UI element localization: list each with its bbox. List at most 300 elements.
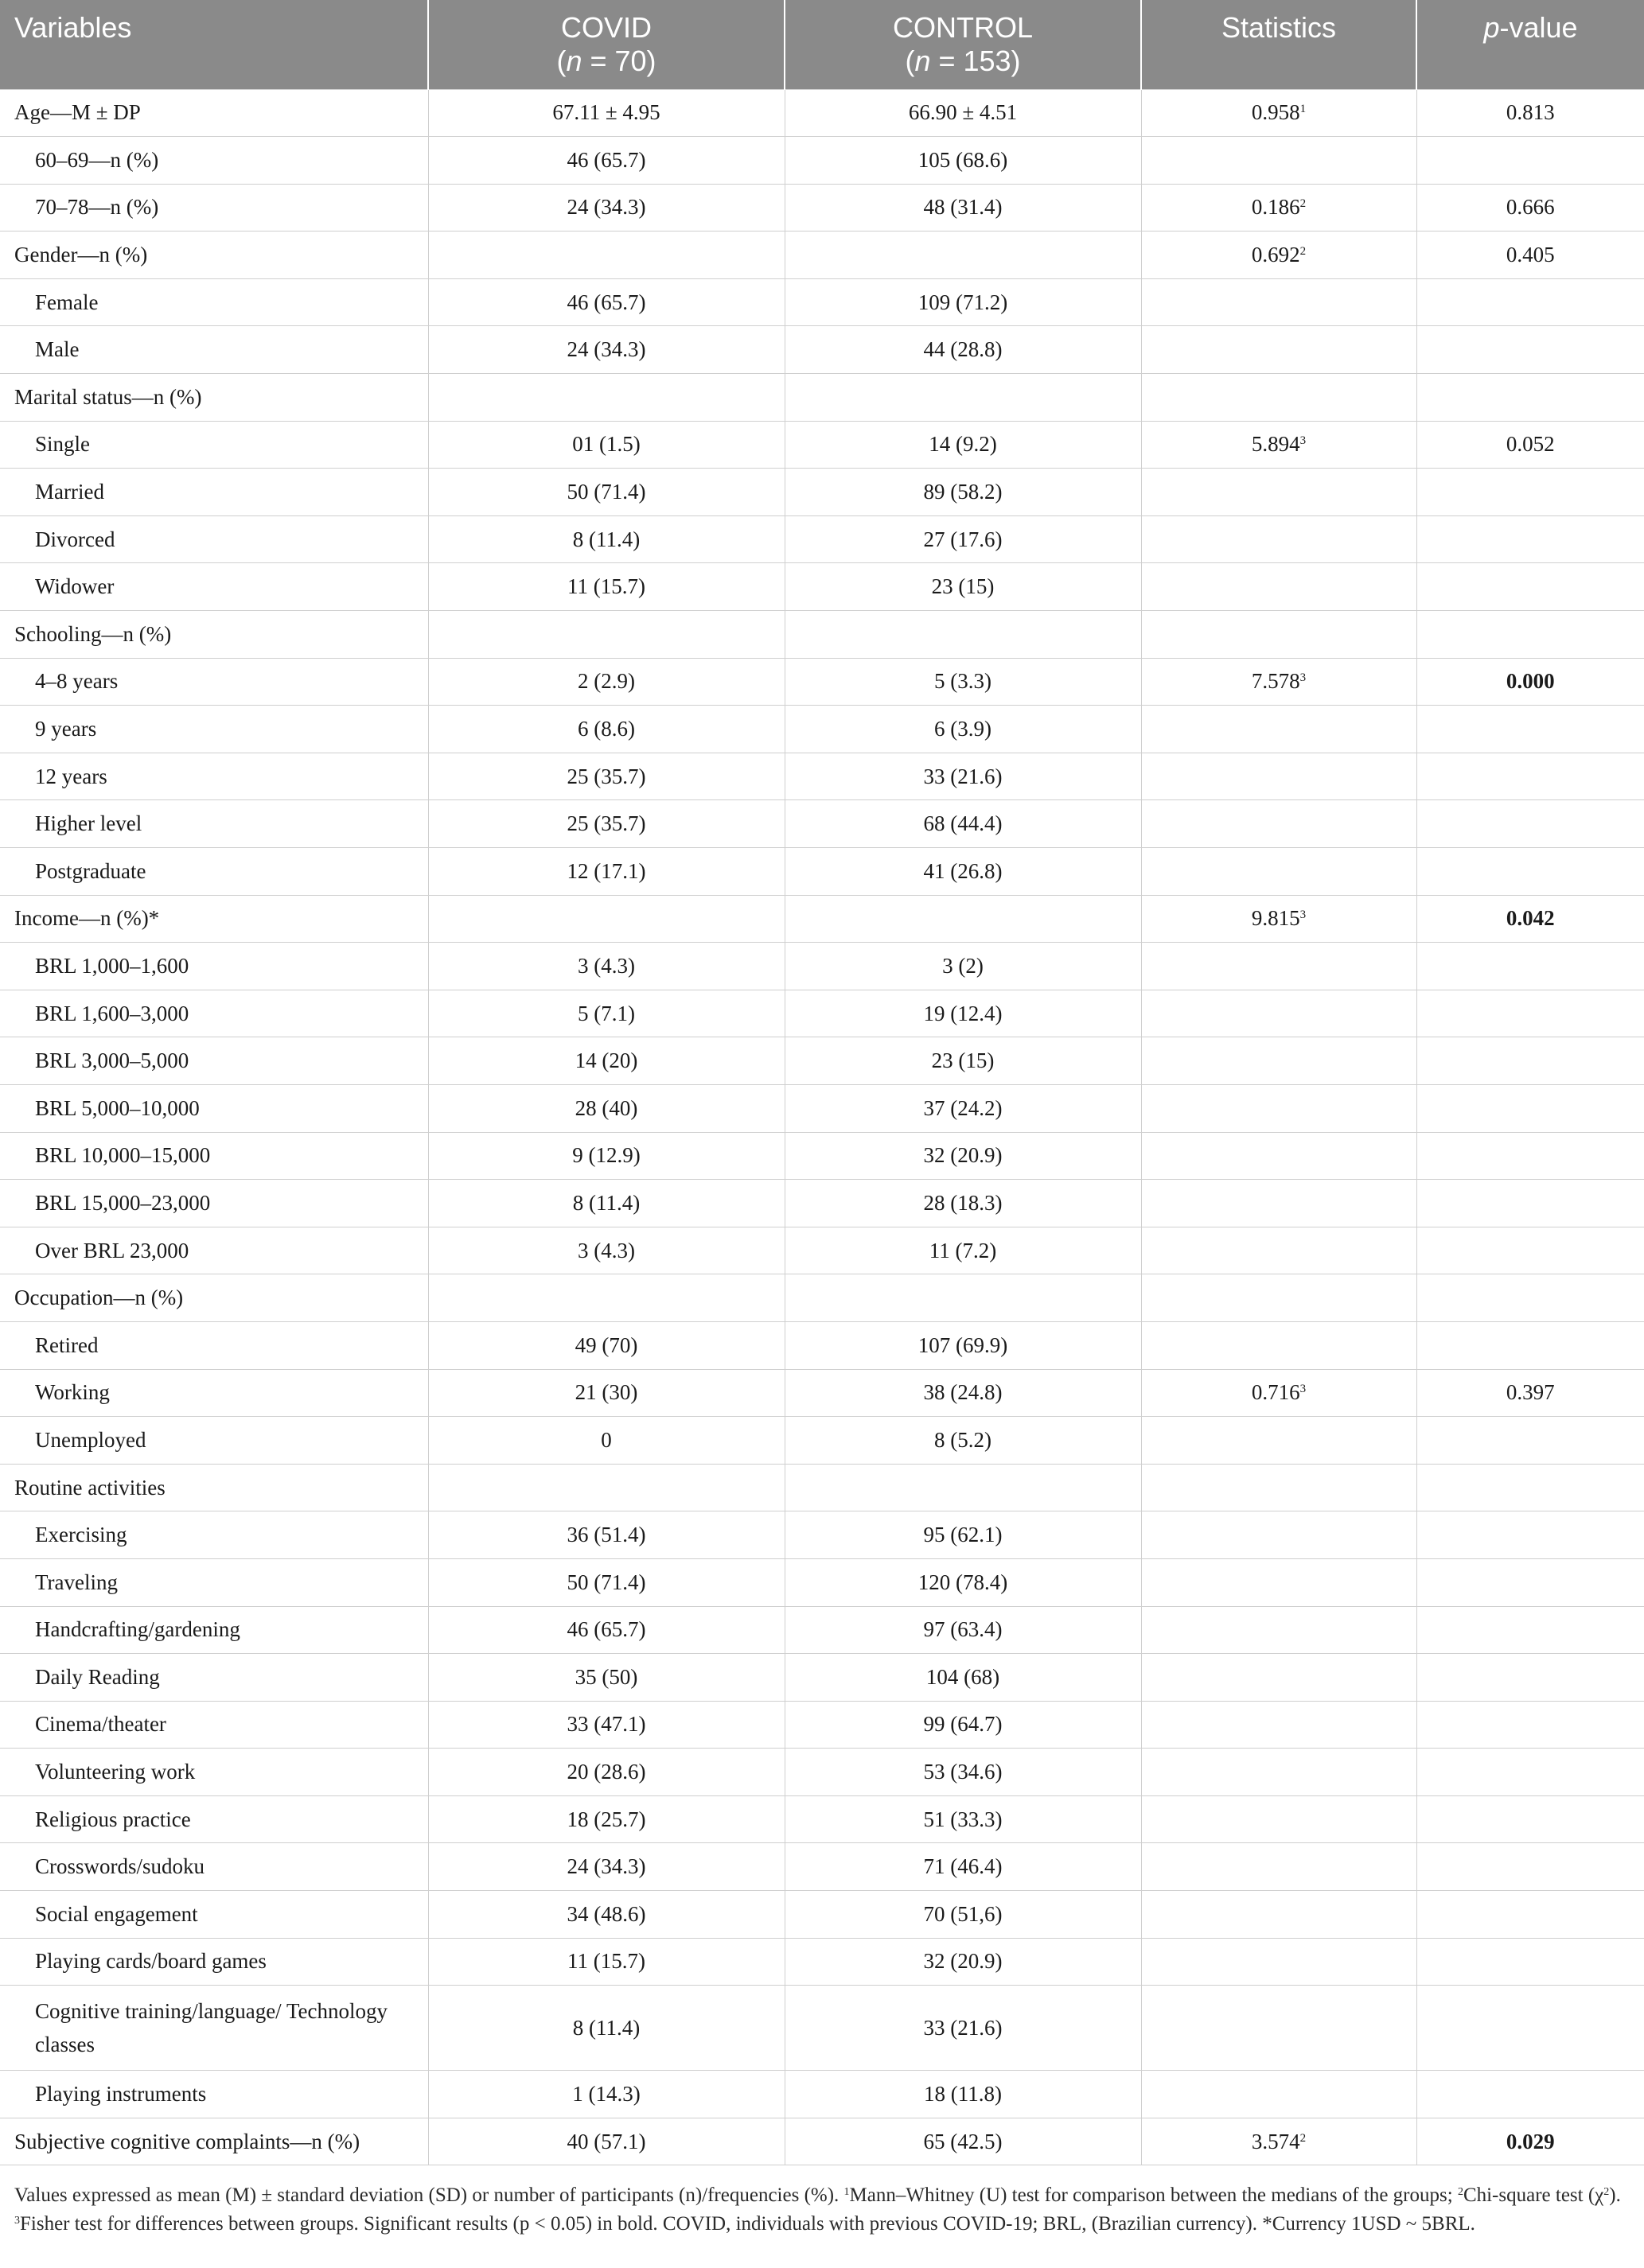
cell-control-text: 3 (2) [942,953,984,978]
cell-variable-text: Handcrafting/gardening [35,1617,240,1642]
table-row [0,1749,1644,1796]
cell-variable [0,848,428,896]
cell-variable [0,1749,428,1796]
cell-control [785,1843,1141,1891]
cell-variable [0,326,428,374]
cell-control-text: 32 (20.9) [923,1143,1003,1168]
cell-variable [0,611,428,659]
cell-p-value [1416,421,1644,469]
cell-p-value [1416,374,1644,422]
cell-variable [0,1464,428,1511]
cell-variable [0,231,428,279]
cell-statistics [1141,1654,1416,1702]
cell-covid-text: 24 (34.3) [567,195,646,220]
cell-covid [428,1417,785,1465]
cell-covid [428,1795,785,1843]
stat-test-marker: 2 [1299,245,1307,259]
table-row [0,1606,1644,1654]
cell-variable-text: Occupation—n (%) [14,1286,184,1310]
cell-p-value [1416,990,1644,1037]
cell-control-text: 65 (42.5) [923,2129,1003,2153]
cell-variable-text: Gender—n (%) [14,243,148,267]
cell-variable [0,1321,428,1369]
cell-control [785,563,1141,611]
cell-variable-text: BRL 1,600–3,000 [35,1001,189,1025]
cell-covid [428,611,785,659]
cell-p-value [1416,1369,1644,1417]
stat-test-marker: 3 [1299,1383,1307,1396]
cell-statistics [1141,1843,1416,1891]
cell-covid [428,2118,785,2165]
cell-p-value [1416,1274,1644,1322]
cell-covid-text: 14 (20) [575,1048,638,1073]
cell-p-value [1416,1749,1644,1796]
cell-variable [0,706,428,753]
cell-variable-text: Social engagement [35,1901,198,1926]
cell-p-value [1416,1227,1644,1274]
cell-statistics [1141,1037,1416,1085]
cell-covid-text: 21 (30) [575,1380,638,1405]
cell-control-text: 37 (24.2) [923,1095,1003,1120]
table-row [0,1891,1644,1939]
footnote-marker: 2 [1457,2186,1463,2199]
cell-covid-text: 40 (57.1) [567,2129,646,2153]
table-row [0,1227,1644,1274]
cell-variable-text: 12 years [35,764,107,788]
footnote-marker: 2 [1603,2186,1610,2199]
cell-statistics [1141,1749,1416,1796]
cell-p-value [1416,137,1644,185]
table-row [0,1417,1644,1465]
cell-statistics-text: 0.692 [1251,243,1300,267]
cell-control-text: 107 (69.9) [917,1332,1008,1357]
table-row [0,374,1644,422]
cell-variable [0,1084,428,1132]
cell-control [785,137,1141,185]
cell-p-value [1416,1986,1644,2071]
stat-test-marker: 1 [1299,103,1307,116]
table-row [0,1986,1644,2071]
cell-variable [0,515,428,563]
cell-p-value-text: 0.405 [1506,243,1555,267]
cell-variable-text: Routine activities [14,1475,166,1500]
cell-statistics [1141,1891,1416,1939]
cell-statistics [1141,1180,1416,1227]
header-p-value: p-value [1483,11,1578,44]
footnote-marker: 1 [843,2186,850,2199]
cell-p-value [1416,1701,1644,1749]
cell-variable [0,658,428,706]
cell-variable-text: Crosswords/sudoku [35,1854,205,1879]
cell-variable-text: Income—n (%)* [14,906,160,931]
cell-control [785,278,1141,326]
cell-covid-text: 25 (35.7) [567,764,646,788]
cell-p-value [1416,1795,1644,1843]
cell-covid-text: 2 (2.9) [578,669,635,694]
cell-p-value [1416,1654,1644,1702]
cell-p-value [1416,1180,1644,1227]
stat-test-marker: 2 [1299,197,1307,211]
cell-variable [0,137,428,185]
cell-variable-text: Female [35,290,99,314]
cell-covid [428,184,785,231]
cell-variable [0,184,428,231]
cell-variable-text: Working [35,1380,110,1405]
cell-covid [428,1654,785,1702]
cell-p-value-text: 0.029 [1506,2129,1555,2153]
table-row [0,800,1644,848]
cell-p-value-text: 0.052 [1506,432,1555,457]
cell-p-value [1416,848,1644,896]
cell-variable [0,1654,428,1702]
table-row [0,658,1644,706]
cell-covid-text: 28 (40) [575,1095,638,1120]
cell-control-text: 23 (15) [931,1048,995,1073]
cell-control [785,990,1141,1037]
header-control-n: (n = 153) [905,45,1021,77]
cell-covid [428,800,785,848]
cell-control [785,658,1141,706]
cell-control [785,2118,1141,2165]
cell-p-value [1416,2071,1644,2118]
cell-control-text: 33 (21.6) [923,2015,1003,2040]
cell-variable [0,89,428,137]
table-row [0,1464,1644,1511]
cell-variable-text: Cognitive training/language/ Technology classes [35,1999,388,2057]
cell-control [785,1084,1141,1132]
cell-variable-text: Marital status—n (%) [14,384,202,409]
cell-variable [0,421,428,469]
cell-statistics [1141,1132,1416,1180]
cell-statistics [1141,895,1416,943]
cell-control-text: 53 (34.6) [923,1760,1003,1784]
cell-covid-text: 0 [601,1427,612,1452]
table-body [0,89,1644,2165]
table-row [0,1180,1644,1227]
cell-covid-text: 20 (28.6) [567,1760,646,1784]
cell-control-text: 27 (17.6) [923,527,1003,551]
cell-covid [428,1274,785,1322]
cell-covid-text: 67.11 ± 4.95 [552,100,660,125]
cell-control [785,1986,1141,2071]
cell-variable-text: 4–8 years [35,669,119,694]
cell-p-value [1416,611,1644,659]
cell-p-value [1416,326,1644,374]
cell-variable-text: Subjective cognitive complaints—n (%) [14,2129,360,2153]
cell-covid-text: 1 (14.3) [572,2082,641,2107]
cell-variable-text: Higher level [35,811,142,836]
cell-variable [0,1037,428,1085]
cell-control-text: 104 (68) [925,1664,1000,1689]
cell-covid [428,1369,785,1417]
table-row [0,1132,1644,1180]
cell-covid [428,515,785,563]
cell-covid-text: 9 (12.9) [572,1143,641,1168]
cell-control [785,1795,1141,1843]
footnote-text: Mann–Whitney (U) test for comparison between the medians of the groups; [849,2184,1458,2207]
cell-statistics [1141,1321,1416,1369]
cell-control [785,1558,1141,1606]
table-row [0,1938,1644,1986]
cell-variable-text: Schooling—n (%) [14,621,172,646]
cell-statistics [1141,1464,1416,1511]
cell-statistics [1141,1369,1416,1417]
cell-variable-text: BRL 5,000–10,000 [35,1095,200,1120]
cell-statistics [1141,1606,1416,1654]
cell-statistics [1141,1084,1416,1132]
cell-variable-text: BRL 10,000–15,000 [35,1143,211,1168]
cell-covid-text: 50 (71.4) [567,480,646,504]
cell-variable-text: Cinema/theater [35,1712,166,1737]
cell-variable [0,2071,428,2118]
table-header [0,0,1644,89]
cell-covid [428,2071,785,2118]
table-row [0,1511,1644,1559]
cell-control-text: 33 (21.6) [923,764,1003,788]
cell-p-value [1416,753,1644,800]
cell-control [785,1417,1141,1465]
cell-p-value [1416,1843,1644,1891]
cell-control [785,1227,1141,1274]
cell-variable [0,2118,428,2165]
cell-control-text: 70 (51,6) [923,1901,1003,1926]
cell-variable-text: Unemployed [35,1427,146,1452]
cell-covid-text: 33 (47.1) [567,1712,646,1737]
cell-statistics [1141,658,1416,706]
cell-control-text: 68 (44.4) [923,811,1003,836]
cell-covid [428,563,785,611]
cell-statistics-text: 0.186 [1251,195,1300,220]
table-row [0,1321,1644,1369]
cell-variable-text: Postgraduate [35,858,146,883]
cell-variable [0,1227,428,1274]
cell-variable-text: Retired [35,1332,99,1357]
cell-control-text: 120 (78.4) [917,1570,1008,1594]
cell-variable [0,943,428,990]
cell-control-text: 109 (71.2) [917,290,1008,314]
cell-statistics-text: 0.716 [1251,1380,1300,1405]
cell-statistics [1141,848,1416,896]
cell-statistics [1141,278,1416,326]
table-row [0,184,1644,231]
cell-variable [0,753,428,800]
cell-statistics [1141,1558,1416,1606]
cell-covid-text: 18 (25.7) [567,1807,646,1831]
cell-p-value [1416,184,1644,231]
cell-covid-text: 11 (15.7) [567,1949,645,1974]
cell-covid [428,89,785,137]
cell-covid-text: 24 (34.3) [567,337,646,362]
cell-p-value [1416,469,1644,516]
stat-test-marker: 3 [1299,908,1307,922]
cell-variable-text: Over BRL 23,000 [35,1238,189,1262]
cell-statistics [1141,137,1416,185]
cell-control [785,1464,1141,1511]
table-row [0,1843,1644,1891]
cell-covid-text: 3 (4.3) [578,1238,635,1262]
cell-control-text: 97 (63.4) [923,1617,1003,1642]
cell-statistics-text: 0.958 [1251,100,1300,125]
cell-control [785,1132,1141,1180]
cell-covid [428,1891,785,1939]
cell-p-value [1416,706,1644,753]
cell-variable [0,563,428,611]
cell-control [785,374,1141,422]
cell-covid-text: 12 (17.1) [567,858,646,883]
cell-statistics [1141,943,1416,990]
cell-p-value [1416,1037,1644,1085]
cell-statistics [1141,1701,1416,1749]
footnote-text: ). [1609,2184,1621,2207]
cell-p-value [1416,1321,1644,1369]
cell-covid-text: 8 (11.4) [572,1190,641,1215]
cell-control [785,1606,1141,1654]
cell-covid [428,469,785,516]
cell-control-text: 28 (18.3) [923,1190,1003,1215]
table-row [0,895,1644,943]
cell-control [785,895,1141,943]
cell-covid [428,278,785,326]
cell-covid-text: 46 (65.7) [567,147,646,172]
cell-statistics [1141,1511,1416,1559]
cell-p-value [1416,1606,1644,1654]
cell-variable [0,1417,428,1465]
cell-p-value [1416,515,1644,563]
footnote-text: Values expressed as mean (M) ± standard deviation (SD) or number of participants (n)/frequencies (%). [14,2184,844,2207]
cell-statistics [1141,326,1416,374]
cell-statistics [1141,515,1416,563]
table-row [0,706,1644,753]
cell-control-text: 8 (5.2) [934,1427,991,1452]
cell-control [785,943,1141,990]
cell-variable [0,1843,428,1891]
table-row [0,231,1644,279]
cell-p-value [1416,563,1644,611]
cell-variable [0,469,428,516]
cell-p-value [1416,1417,1644,1465]
header-statistics: Statistics [1141,0,1416,89]
footnote-text: Fisher test for differences between groups. Significant results (p < 0.05) in bold. COVID, individuals with previous COVID-19; BRL, (Brazilian currency). *Currency 1USD ~ 5BRL. [20,2213,1475,2235]
cell-variable-text: Playing cards/board games [35,1949,267,1974]
table-row [0,137,1644,185]
cell-control-text: 14 (9.2) [929,432,997,457]
cell-variable-text: Traveling [35,1570,119,1594]
cell-control [785,611,1141,659]
table-row [0,2071,1644,2118]
cell-covid [428,1558,785,1606]
cell-statistics [1141,184,1416,231]
cell-covid [428,943,785,990]
cell-covid-text: 36 (51.4) [567,1523,646,1547]
table-row [0,943,1644,990]
cell-control [785,469,1141,516]
cell-covid-text: 35 (50) [575,1664,638,1689]
table-row [0,1369,1644,1417]
cell-variable [0,374,428,422]
cell-variable-text: BRL 15,000–23,000 [35,1190,211,1215]
cell-p-value-text: 0.397 [1506,1380,1555,1405]
cell-control [785,800,1141,848]
cell-variable [0,1986,428,2071]
table-row [0,990,1644,1037]
cell-p-value [1416,1558,1644,1606]
cell-covid-text: 3 (4.3) [578,953,635,978]
cell-covid-text: 8 (11.4) [572,2015,641,2040]
cell-p-value [1416,2118,1644,2165]
cell-variable [0,1558,428,1606]
table-row [0,1037,1644,1085]
cell-statistics [1141,2118,1416,2165]
cell-control-text: 18 (11.8) [924,2082,1002,2107]
cell-variable-text: BRL 1,000–1,600 [35,953,189,978]
cell-control [785,231,1141,279]
cell-statistics [1141,1938,1416,1986]
cell-variable [0,1701,428,1749]
cell-covid-text: 01 (1.5) [572,432,641,457]
cell-covid [428,1321,785,1369]
cell-control-text: 38 (24.8) [923,1380,1003,1405]
cell-statistics-text: 5.894 [1251,432,1300,457]
cell-p-value [1416,895,1644,943]
table-row [0,1795,1644,1843]
cell-control-text: 41 (26.8) [923,858,1003,883]
cell-variable [0,1180,428,1227]
cell-variable-text: Widower [35,574,115,599]
cell-covid [428,1227,785,1274]
cell-variable-text: Male [35,337,80,362]
cell-variable [0,990,428,1037]
cell-control [785,184,1141,231]
cell-control-text: 51 (33.3) [923,1807,1003,1831]
cell-control [785,1274,1141,1322]
cell-control [785,1180,1141,1227]
cell-covid [428,1180,785,1227]
cell-statistics [1141,1417,1416,1465]
cell-covid-text: 6 (8.6) [578,717,635,741]
cell-p-value [1416,1132,1644,1180]
cell-covid [428,753,785,800]
cell-variable-text: Playing instruments [35,2082,207,2107]
cell-variable-text: Single [35,432,91,457]
cell-variable [0,278,428,326]
cell-control [785,1321,1141,1369]
stat-test-marker: 3 [1299,434,1307,448]
cell-variable-text: 60–69—n (%) [35,147,159,172]
cell-statistics [1141,374,1416,422]
cell-covid-text: 11 (15.7) [567,574,645,599]
cell-covid [428,1986,785,2071]
stat-test-marker: 3 [1299,671,1307,685]
cell-covid [428,326,785,374]
table-row [0,848,1644,896]
table-row [0,469,1644,516]
table-row [0,326,1644,374]
cell-control [785,1891,1141,1939]
cell-statistics [1141,2071,1416,2118]
cell-covid [428,1084,785,1132]
cell-control [785,1037,1141,1085]
cell-control [785,1369,1141,1417]
cell-p-value [1416,278,1644,326]
cell-control [785,1938,1141,1986]
cell-control [785,848,1141,896]
cell-variable [0,1274,428,1322]
cell-statistics [1141,1986,1416,2071]
cell-covid-text: 5 (7.1) [578,1001,635,1025]
table-row [0,1558,1644,1606]
cell-variable-text: 70–78—n (%) [35,195,159,220]
cell-variable [0,1132,428,1180]
